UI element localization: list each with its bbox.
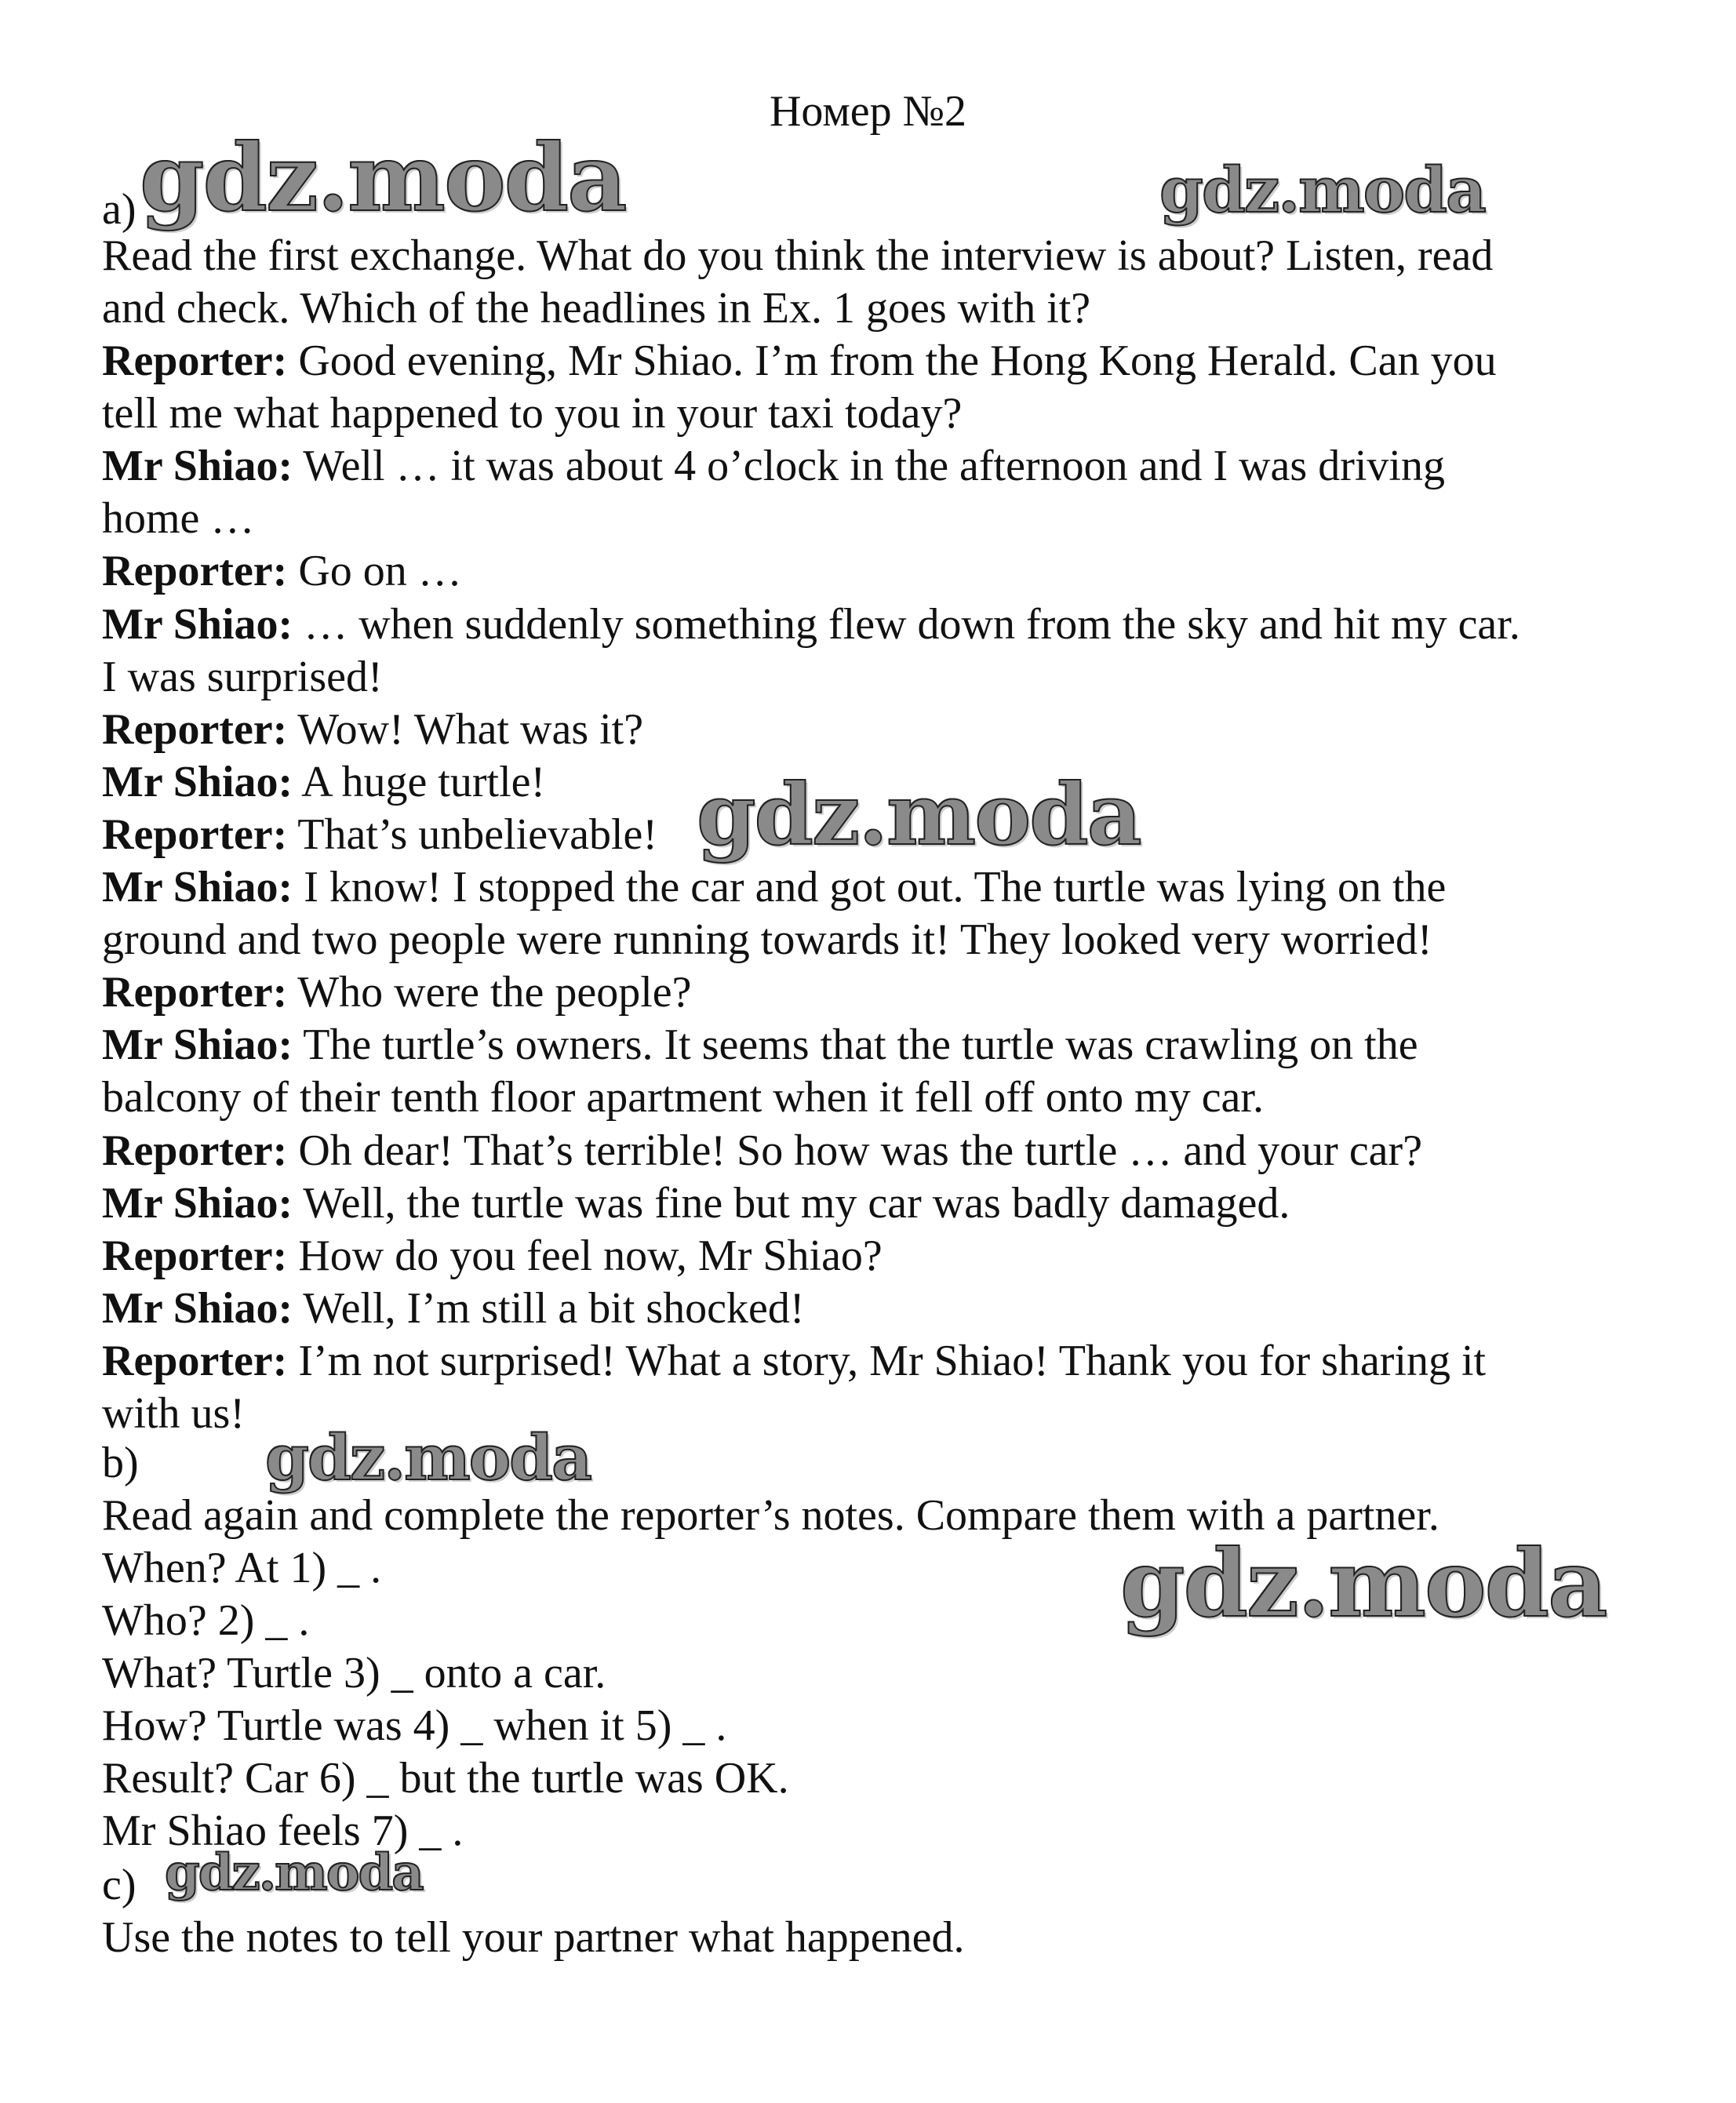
dialogue-line xyxy=(102,493,254,545)
speaker-name: Reporter: xyxy=(102,547,288,596)
watermark-logo: gdz.moda xyxy=(140,123,626,232)
watermark-logo: gdz.moda xyxy=(697,766,1141,864)
dialogue-text: home … xyxy=(102,494,255,544)
dialogue-text: A huge turtle! xyxy=(293,757,546,806)
dialogue-text: Go on … xyxy=(287,547,462,596)
section-c-label: c) xyxy=(102,1861,136,1909)
speaker-name: Reporter: xyxy=(102,810,288,859)
dialogue-line xyxy=(102,1177,1290,1230)
dialogue-line xyxy=(102,1072,1264,1124)
dialogue-text: Well … it was about 4 o’clock in the afternoon and I was driving xyxy=(293,442,1445,491)
dialogue-text: I was surprised! xyxy=(102,652,383,701)
speaker-name: Reporter: xyxy=(102,1231,288,1280)
dialogue-line xyxy=(102,335,1497,387)
dialogue-text: Wow! What was it? xyxy=(287,704,644,754)
dialogue-text: I’m not surprised! What a story, Mr Shiao! Thank you for sharing it xyxy=(287,1336,1487,1385)
speaker-name: Reporter: xyxy=(102,1126,288,1175)
dialogue-line xyxy=(102,966,692,1019)
note-line: Who? 2) _ . xyxy=(102,1596,310,1645)
dialogue-line xyxy=(102,1283,805,1335)
dialogue-line xyxy=(102,756,545,809)
watermark-logo: gdz.moda xyxy=(265,1421,591,1494)
note-line: Result? Car 6) _ but the turtle was OK. xyxy=(102,1754,789,1803)
section-a-label: a) xyxy=(102,185,136,234)
page-title: Номер №2 xyxy=(769,87,967,136)
dialogue-line xyxy=(102,809,657,861)
section-a-instruction-line-1: Read the first exchange. What do you think the interview is about? Listen, read xyxy=(102,231,1494,280)
note-line: When? At 1) _ . xyxy=(102,1544,382,1592)
speaker-name: Mr Shiao: xyxy=(102,1178,293,1228)
speaker-name: Mr Shiao: xyxy=(102,599,293,649)
dialogue-line xyxy=(102,545,462,598)
dialogue-line xyxy=(102,861,1446,914)
dialogue-text: … when suddenly something flew down from the sky and hit my car. xyxy=(293,599,1520,649)
note-line: Mr Shiao feels 7) _ . xyxy=(102,1806,464,1855)
dialogue-text: ground and two people were running towards it! They looked very worried! xyxy=(102,915,1432,965)
speaker-name: Reporter: xyxy=(102,968,288,1017)
dialogue-text: Oh dear! That’s terrible! So how was the turtle … and your car? xyxy=(287,1126,1423,1175)
speaker-name: Mr Shiao: xyxy=(102,863,293,911)
dialogue-text: balcony of their tenth floor apartment when it fell off onto my car. xyxy=(102,1073,1264,1122)
speaker-name: Mr Shiao: xyxy=(102,442,293,491)
speaker-name: Mr Shiao: xyxy=(102,757,293,806)
dialogue-line xyxy=(102,651,383,704)
dialogue-text: That’s unbelievable! xyxy=(287,810,658,859)
dialogue-line xyxy=(102,1230,883,1283)
dialogue-line xyxy=(102,914,1432,966)
speaker-name: Reporter: xyxy=(102,704,288,754)
section-b-instruction: Read again and complete the reporter’s notes. Compare them with a partner. xyxy=(102,1491,1439,1540)
section-a-instruction-line-2: and check. Which of the headlines in Ex. 1 goes with it? xyxy=(102,284,1091,333)
dialogue-text: with us! xyxy=(102,1389,245,1438)
dialogue-line xyxy=(102,387,962,440)
speaker-name: Reporter: xyxy=(102,1336,288,1385)
dialogue-text: I know! I stopped the car and got out. The turtle was lying on the xyxy=(293,863,1447,911)
speaker-name: Mr Shiao: xyxy=(102,1283,293,1333)
dialogue-text: Well, the turtle was fine but my car was badly damaged. xyxy=(293,1178,1290,1228)
note-line: What? Turtle 3) _ onto a car. xyxy=(102,1649,606,1697)
dialogue-text: Good evening, Mr Shiao. I’m from the Hong Kong Herald. Can you xyxy=(287,337,1497,385)
dialogue-text: tell me what happened to you in your taxi today? xyxy=(102,389,963,438)
section-b-label: b) xyxy=(102,1439,139,1487)
note-line: How? Turtle was 4) _ when it 5) _ . xyxy=(102,1701,727,1750)
dialogue-text: Well, I’m still a bit shocked! xyxy=(293,1283,805,1333)
watermark-logo: gdz.moda xyxy=(165,1843,423,1902)
speaker-name: Reporter: xyxy=(102,337,288,385)
watermark-logo: gdz.moda xyxy=(1159,153,1485,227)
dialogue-line xyxy=(102,1335,1486,1388)
dialogue-text: How do you feel now, Mr Shiao? xyxy=(287,1231,883,1280)
speaker-name: Mr Shiao: xyxy=(102,1021,293,1070)
dialogue-line xyxy=(102,1019,1418,1072)
dialogue-text: The turtle’s owners. It seems that the turtle was crawling on the xyxy=(293,1021,1418,1070)
dialogue-line xyxy=(102,599,1520,651)
dialogue-line xyxy=(102,1388,245,1440)
watermark-logo: gdz.moda xyxy=(1120,1529,1607,1638)
dialogue-line xyxy=(102,704,643,756)
dialogue-text: Who were the people? xyxy=(287,968,692,1017)
dialogue-line xyxy=(102,440,1445,493)
dialogue-line xyxy=(102,1125,1422,1177)
section-c-instruction: Use the notes to tell your partner what happened. xyxy=(102,1913,965,1962)
